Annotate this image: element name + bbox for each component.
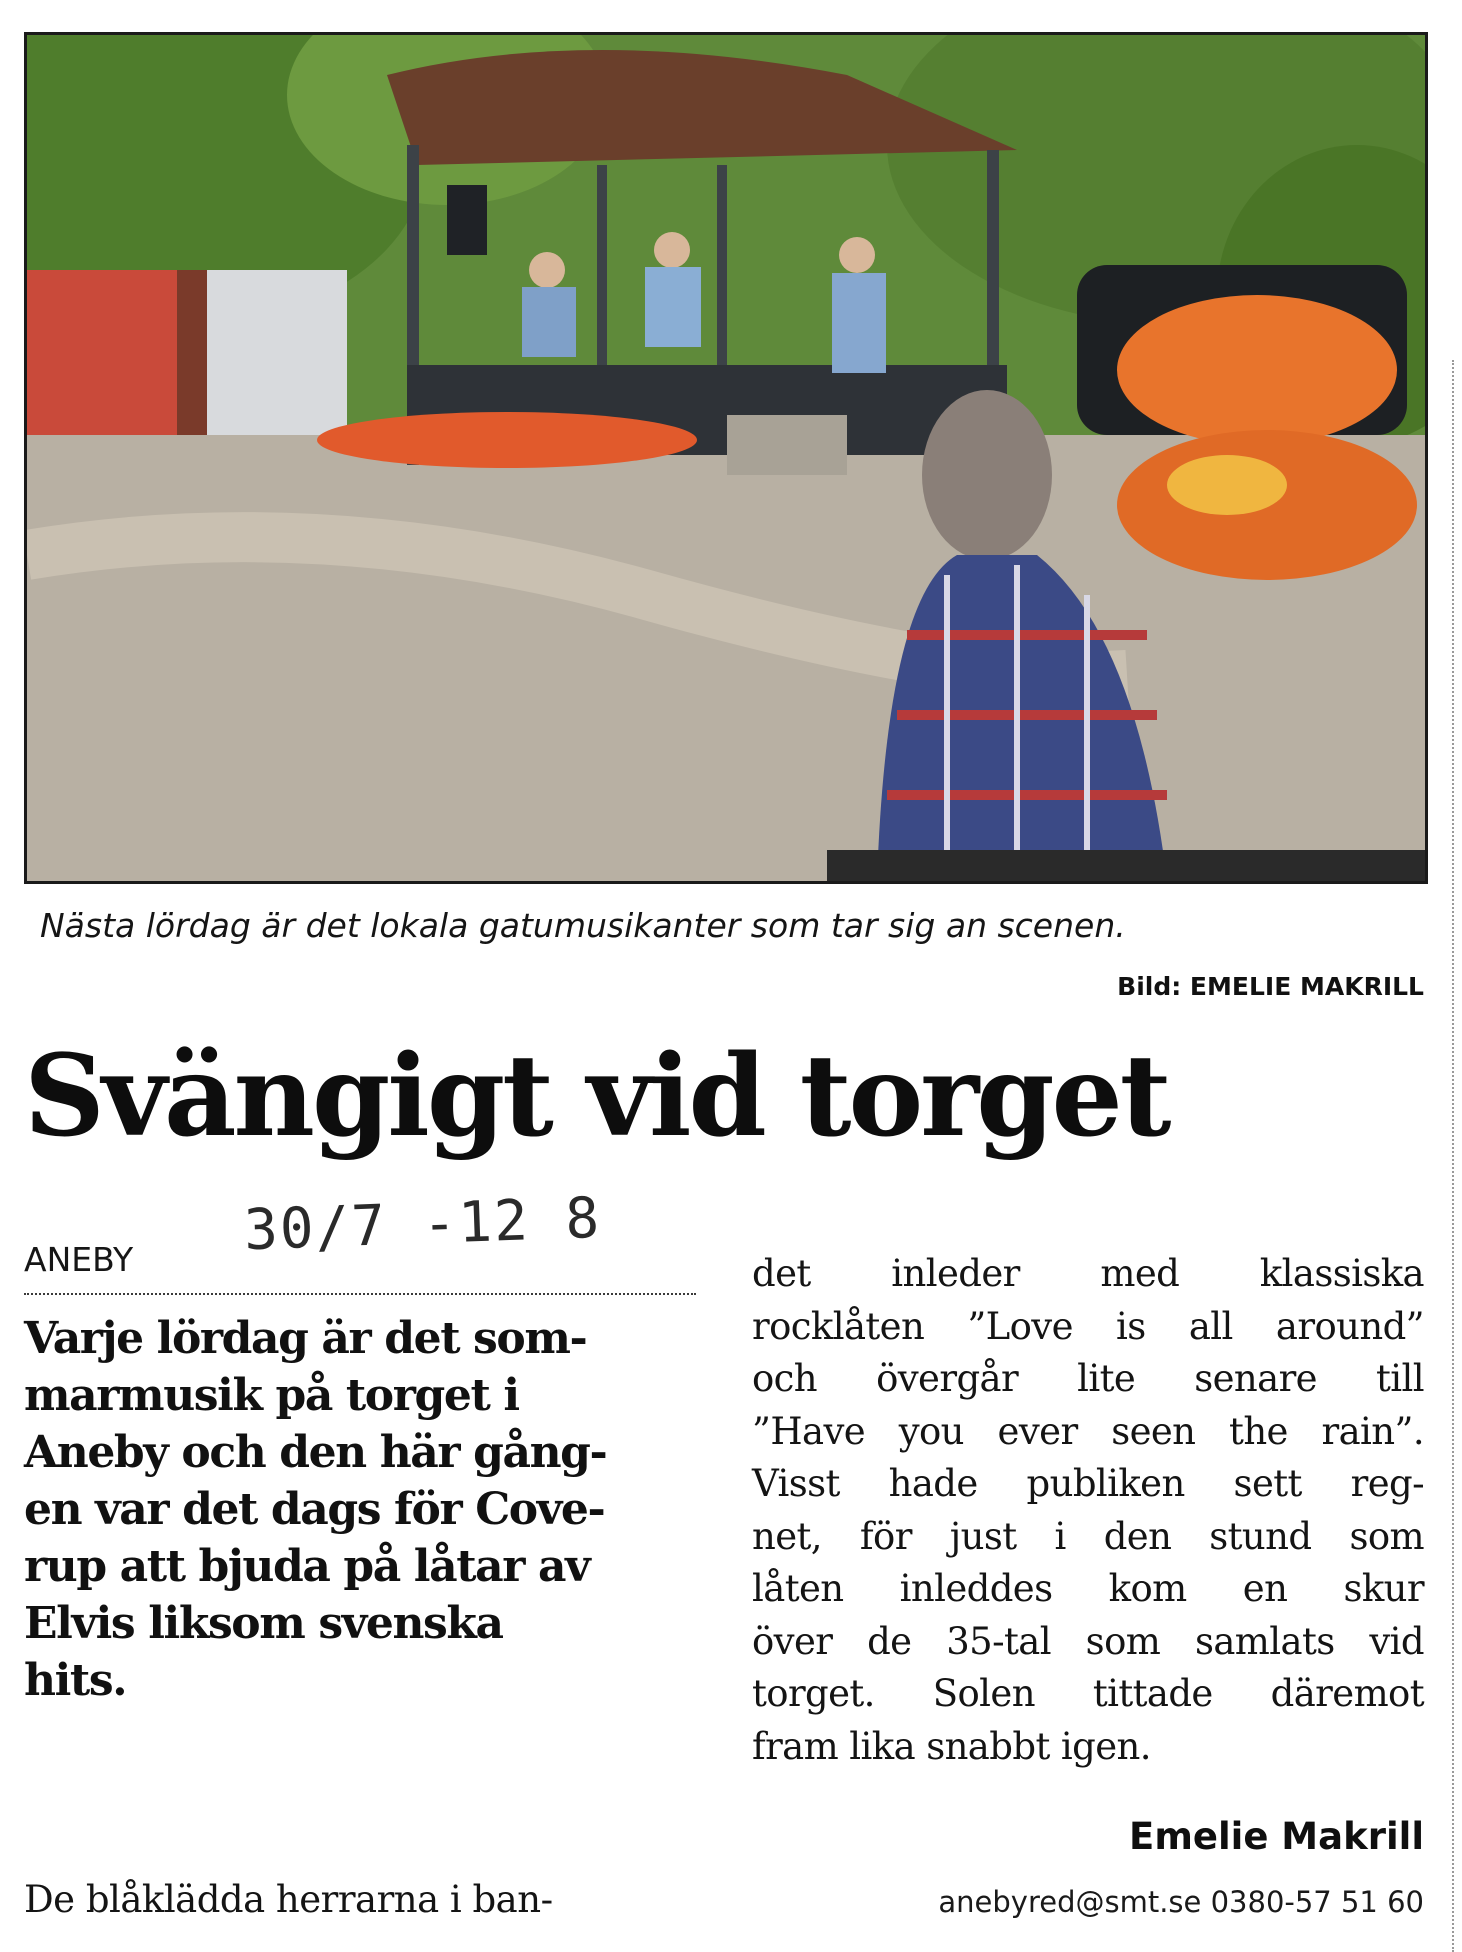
photo-caption: Nästa lördag är det lokala gatumusikanter som tar sig an scenen. bbox=[40, 906, 1126, 945]
body-line: De blåklädda herrarna i ban- bbox=[24, 1878, 553, 1921]
ingress-line: rup att bjuda på låtar av bbox=[24, 1541, 590, 1592]
body-line: fram lika snabbt igen. bbox=[752, 1724, 1151, 1768]
handwritten-date-note: 30/7 -12 8 bbox=[242, 1185, 603, 1264]
body-line: över de 35-tal som samlats vid bbox=[752, 1619, 1424, 1663]
ingress-line: Elvis liksom svenska bbox=[24, 1598, 503, 1649]
cut-edge-divider bbox=[1452, 360, 1454, 1952]
body-line: net, för just i den stund som bbox=[752, 1514, 1424, 1558]
dateline: ANEBY bbox=[24, 1240, 134, 1279]
contact-info: anebyred@smt.se 0380-57 51 60 bbox=[938, 1885, 1424, 1919]
ingress-line: Varje lördag är det som- bbox=[24, 1313, 587, 1364]
body-line: torget. Solen tittade däremot bbox=[752, 1672, 1424, 1715]
photo-credit: Bild: EMELIE MAKRILL bbox=[1117, 972, 1424, 1001]
body-line: och övergår lite senare till bbox=[752, 1357, 1424, 1400]
author-byline: Emelie Makrill bbox=[1129, 1815, 1424, 1858]
ingress-line: hits. bbox=[24, 1655, 127, 1706]
ingress-line: en var det dags för Cove- bbox=[24, 1484, 605, 1535]
article-photo bbox=[24, 32, 1428, 884]
body-line: Visst hade publiken sett reg- bbox=[752, 1462, 1424, 1505]
bandstand-photo-illustration bbox=[27, 35, 1425, 881]
ingress-line: marmusik på torget i bbox=[24, 1370, 519, 1421]
body-line: det inleder med klassiska bbox=[752, 1252, 1424, 1295]
body-line: låten inleddes kom en skur bbox=[752, 1567, 1424, 1610]
ingress-line: Aneby och den här gång- bbox=[24, 1427, 607, 1478]
headline: Svängigt vid torget bbox=[24, 1031, 1169, 1162]
body-line: ”Have you ever seen the rain”. bbox=[752, 1409, 1424, 1453]
body-line: rocklåten ”Love is all around” bbox=[752, 1304, 1424, 1348]
ingress-paragraph bbox=[24, 1310, 714, 1709]
body-text-right-column bbox=[752, 1248, 1424, 1773]
body-text-left-column bbox=[24, 1878, 724, 1921]
dateline-divider bbox=[24, 1293, 696, 1295]
